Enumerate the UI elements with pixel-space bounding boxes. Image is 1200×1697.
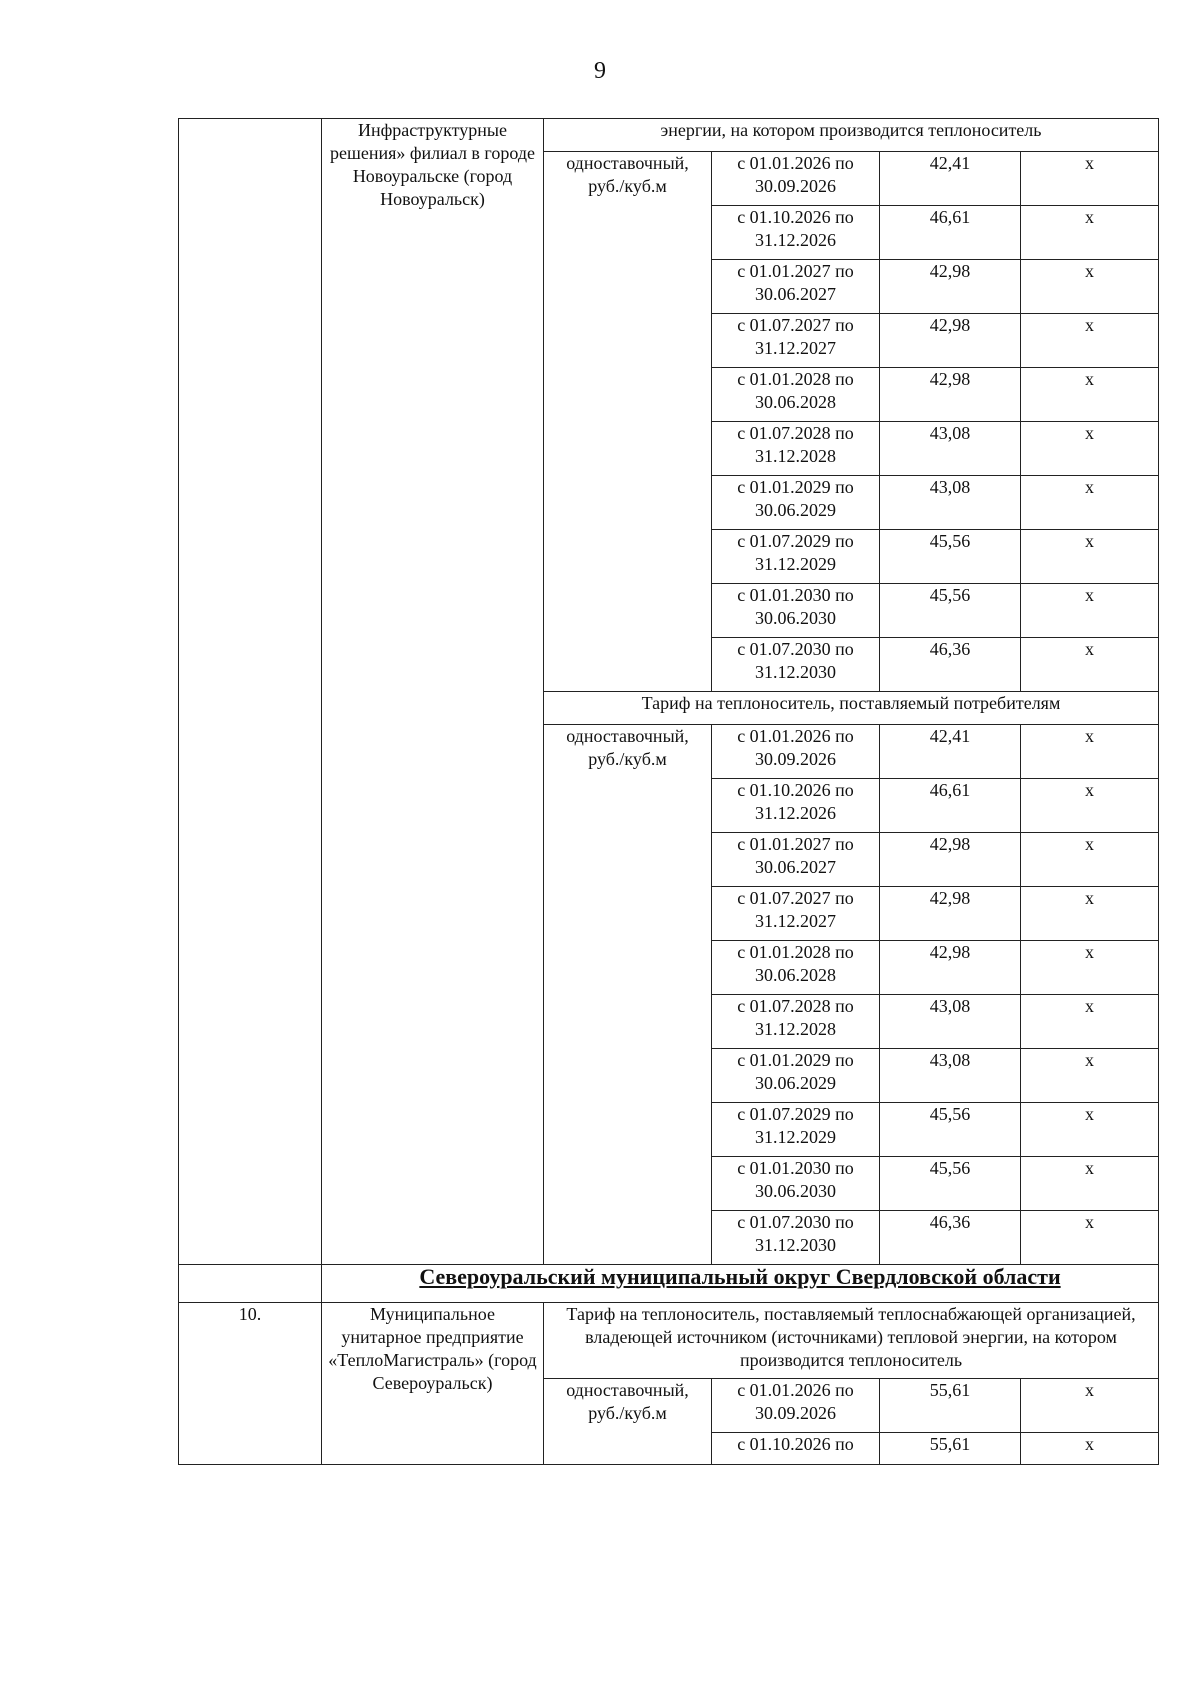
tariff-value-cell: 55,61 — [880, 1433, 1021, 1465]
tariff-value-cell: 43,08 — [880, 1049, 1021, 1103]
tariff-value-cell: 42,98 — [880, 887, 1021, 941]
tariff-value-cell: 46,61 — [880, 779, 1021, 833]
tariff-value-cell: 42,98 — [880, 941, 1021, 995]
organization-name: Инфраструктурные решения» филиал в городе Новоуральске (город Новоуральск) — [322, 119, 544, 1265]
mark-cell: х — [1021, 206, 1159, 260]
period-cell: с 01.07.2028 по 31.12.2028 — [712, 422, 880, 476]
tariff-value-cell: 46,36 — [880, 638, 1021, 692]
page-number: 9 — [594, 58, 606, 84]
period-cell: с 01.01.2026 по 30.09.2026 — [712, 152, 880, 206]
mark-cell: х — [1021, 1433, 1159, 1465]
mark-cell: х — [1021, 1157, 1159, 1211]
tariff-table — [178, 118, 1159, 1465]
mark-cell: х — [1021, 314, 1159, 368]
mark-cell: х — [1021, 1379, 1159, 1433]
mark-cell: х — [1021, 368, 1159, 422]
tariff-value-cell: 43,08 — [880, 995, 1021, 1049]
mark-cell: х — [1021, 941, 1159, 995]
period-cell: с 01.10.2026 по — [712, 1433, 880, 1465]
mark-cell: х — [1021, 584, 1159, 638]
region-row — [179, 1265, 1159, 1303]
tariff-value-cell: 42,98 — [880, 833, 1021, 887]
period-cell: с 01.10.2026 по 31.12.2026 — [712, 206, 880, 260]
period-cell: с 01.01.2028 по 30.06.2028 — [712, 368, 880, 422]
period-cell: с 01.01.2026 по 30.09.2026 — [712, 1379, 880, 1433]
mark-cell: х — [1021, 1211, 1159, 1265]
period-cell: с 01.07.2029 по 31.12.2029 — [712, 1103, 880, 1157]
period-cell: с 01.01.2029 по 30.06.2029 — [712, 1049, 880, 1103]
period-cell: с 01.07.2027 по 31.12.2027 — [712, 887, 880, 941]
period-cell: с 01.07.2027 по 31.12.2027 — [712, 314, 880, 368]
rate-type-cell: одноставочный, руб./куб.м — [544, 725, 712, 1265]
mark-cell: х — [1021, 779, 1159, 833]
mark-cell: х — [1021, 638, 1159, 692]
period-cell: с 01.07.2029 по 31.12.2029 — [712, 530, 880, 584]
tariff-value-cell: 45,56 — [880, 1103, 1021, 1157]
period-cell: с 01.07.2028 по 31.12.2028 — [712, 995, 880, 1049]
mark-cell: х — [1021, 476, 1159, 530]
period-cell: с 01.01.2030 по 30.06.2030 — [712, 584, 880, 638]
mark-cell: х — [1021, 887, 1159, 941]
mark-cell: х — [1021, 1049, 1159, 1103]
period-cell: с 01.01.2026 по 30.09.2026 — [712, 725, 880, 779]
mark-cell: х — [1021, 833, 1159, 887]
tariff-value-cell: 42,98 — [880, 314, 1021, 368]
section-title: энергии, на котором производится теплоноситель — [544, 119, 1159, 152]
period-cell: с 01.01.2027 по 30.06.2027 — [712, 260, 880, 314]
number-cell — [179, 1265, 322, 1303]
period-cell: с 01.01.2030 по 30.06.2030 — [712, 1157, 880, 1211]
mark-cell: х — [1021, 1103, 1159, 1157]
tariff-value-cell: 55,61 — [880, 1379, 1021, 1433]
mark-cell: х — [1021, 725, 1159, 779]
number-cell — [179, 119, 322, 1265]
section-header-row — [179, 1303, 1159, 1379]
period-cell: с 01.07.2030 по 31.12.2030 — [712, 638, 880, 692]
mark-cell: х — [1021, 422, 1159, 476]
mark-cell: х — [1021, 995, 1159, 1049]
mark-cell: х — [1021, 152, 1159, 206]
tariff-value-cell: 42,98 — [880, 260, 1021, 314]
period-cell: с 01.07.2030 по 31.12.2030 — [712, 1211, 880, 1265]
tariff-value-cell: 42,98 — [880, 368, 1021, 422]
tariff-value-cell: 45,56 — [880, 584, 1021, 638]
rate-type-cell: одноставочный, руб./куб.м — [544, 1379, 712, 1465]
tariff-value-cell: 42,41 — [880, 725, 1021, 779]
organization-name: Муниципальное унитарное предприятие «ТеплоМагистраль» (город Североуральск) — [322, 1303, 544, 1465]
tariff-value-cell: 45,56 — [880, 1157, 1021, 1211]
tariff-value-cell: 43,08 — [880, 476, 1021, 530]
rate-type-cell: одноставочный, руб./куб.м — [544, 152, 712, 692]
entry-number: 10. — [179, 1303, 322, 1465]
tariff-value-cell: 46,36 — [880, 1211, 1021, 1265]
region-title: Североуральский муниципальный округ Свердловской области — [322, 1265, 1159, 1303]
tariff-value-cell: 45,56 — [880, 530, 1021, 584]
tariff-value-cell: 42,41 — [880, 152, 1021, 206]
mark-cell: х — [1021, 530, 1159, 584]
section-header-row — [179, 119, 1159, 152]
period-cell: с 01.01.2029 по 30.06.2029 — [712, 476, 880, 530]
period-cell: с 01.10.2026 по 31.12.2026 — [712, 779, 880, 833]
period-cell: с 01.01.2028 по 30.06.2028 — [712, 941, 880, 995]
section-title: Тариф на теплоноситель, поставляемый потребителям — [544, 692, 1159, 725]
period-cell: с 01.01.2027 по 30.06.2027 — [712, 833, 880, 887]
tariff-value-cell: 46,61 — [880, 206, 1021, 260]
mark-cell: х — [1021, 260, 1159, 314]
tariff-value-cell: 43,08 — [880, 422, 1021, 476]
section-title: Тариф на теплоноситель, поставляемый теплоснабжающей организацией, владеющей источником (источниками) тепловой энергии, на котором производится теплоноситель — [544, 1303, 1159, 1379]
